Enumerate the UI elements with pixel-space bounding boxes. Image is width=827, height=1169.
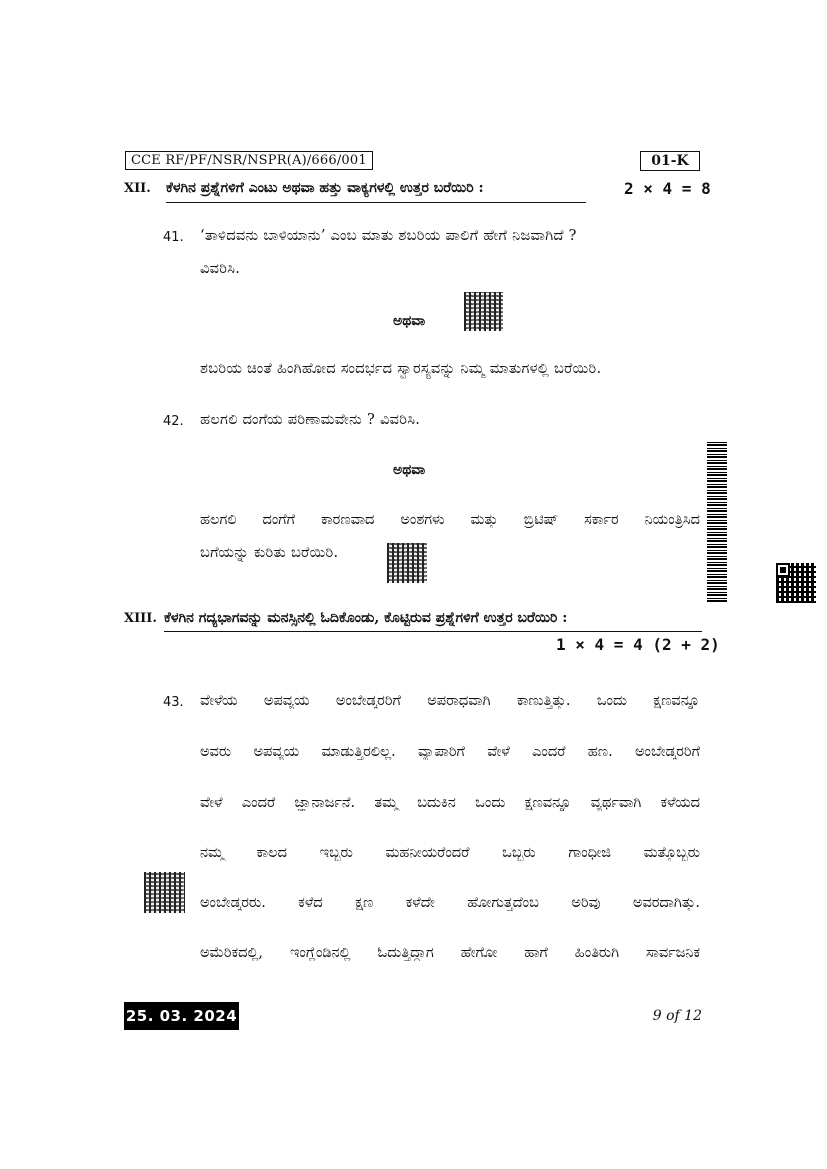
question-41-line-2: ವಿವರಿಸಿ. [200,261,241,277]
section-13-underline [164,631,702,632]
passage-line: ಅಂಬೇಡ್ಕರರು. ಕಳೆದ ಕ್ಷಣ ಕಳೆದೇ ಹೋಗುತ್ತದೆಂಬ ಅರಿವು ಅವರದಾಗಿತ್ತು. [200,895,700,911]
exam-date: 25. 03. 2024 [124,1002,239,1030]
scan-code-icon [144,872,185,913]
question-41-number: 41. [163,230,184,245]
qr-code-icon [776,563,816,603]
section-12-marks: 2 × 4 = 8 [624,179,711,198]
question-41-or-label: ಅಥವಾ [393,313,426,329]
question-42-alternative-line-1: ಹಲಗಲಿ ದಂಗೆಗೆ ಕಾರಣವಾದ ಅಂಶಗಳು ಮತ್ತು ಬ್ರಿಟಿಷ್ ಸರ್ಕಾರ ನಿಯಂತ್ರಿಸಿದ [200,512,700,528]
paper-code-badge: 01-K [640,151,700,171]
question-41-line-1: ‘ತಾಳಿದವನು ಬಾಳಿಯಾನು’ ಎಂಬ ಮಾತು ಶಬರಿಯ ಪಾಲಿಗೆ ಹೇಗೆ ನಿಜವಾಗಿದೆ ? [200,228,577,244]
section-13-number: XIII. [124,611,157,626]
question-41-alternative: ಶಬರಿಯ ಚಿಂತೆ ಹಿಂಗಿಹೋದ ಸಂದರ್ಭದ ಸ್ವಾರಸ್ಯವನ್ನು ನಿಮ್ಮ ಮಾತುಗಳಲ್ಲಿ ಬರೆಯಿರಿ. [200,361,602,377]
section-13-heading: ಕೆಳಗಿನ ಗದ್ಯಭಾಗವನ್ನು ಮನಸ್ಸಿನಲ್ಲಿ ಓದಿಕೊಂಡು, ಕೊಟ್ಟಿರುವ ಪ್ರಶ್ನೆಗಳಿಗೆ ಉತ್ತರ ಬರೆಯಿರಿ : [164,610,568,626]
section-13-marks: 1 × 4 = 4 (2 + 2) [556,635,720,654]
scan-code-icon [464,292,503,331]
barcode-icon [707,440,727,602]
question-42-or-label: ಅಥವಾ [393,462,426,478]
question-42-line-1: ಹಲಗಲಿ ದಂಗೆಯ ಪರಿಣಾಮವೇನು ? ವಿವರಿಸಿ. [200,412,421,428]
passage-line: ಅವರು ಅಪವ್ಯಯ ಮಾಡುತ್ತಿರಲಿಲ್ಲ. ವ್ಯಾಪಾರಿಗೆ ವೇಳೆ ಎಂದರೆ ಹಣ. ಅಂಬೇಡ್ಕರರಿಗೆ [200,744,700,760]
question-42-alternative-line-2: ಬಗೆಯನ್ನು ಕುರಿತು ಬರೆಯಿರಿ. [200,545,339,561]
passage-line: ವೇಳೆಯ ಅಪವ್ಯಯ ಅಂಬೇಡ್ಕರರಿಗೆ ಅಪರಾಧವಾಗಿ ಕಾಣುತ್ತಿತ್ತು. ಒಂದು ಕ್ಷಣವನ್ನೂ [200,693,700,709]
section-12-underline [166,202,586,203]
question-42-number: 42. [163,414,184,429]
passage-line: ವೇಳೆ ಎಂದರೆ ಜ್ಞಾನಾರ್ಜನೆ. ತಮ್ಮ ಬದುಕಿನ ಒಂದು ಕ್ಷಣವನ್ನೂ ವ್ಯರ್ಥವಾಗಿ ಕಳೆಯದ [200,795,700,811]
passage-line: ಅಮೆರಿಕದಲ್ಲಿ, ಇಂಗ್ಲೆಂಡಿನಲ್ಲಿ ಓದುತ್ತಿದ್ದಾಗ ಹೇಗೋ ಹಾಗೆ ಹಿಂತಿರುಗಿ ಸಾರ್ವಜನಿಕ [200,945,700,961]
section-12-number: XII. [124,181,151,196]
scan-code-icon [387,543,427,583]
question-paper-code: CCE RF/PF/NSR/NSPR(A)/666/001 [125,151,373,170]
page-number: 9 of 12 [652,1008,702,1024]
question-43-number: 43. [163,695,184,710]
passage-line: ನಮ್ಮ ಕಾಲದ ಇಬ್ಬರು ಮಹನೀಯರೆಂದರೆ ಒಬ್ಬರು ಗಾಂಧೀಜಿ ಮತ್ತೊಬ್ಬರು [200,845,700,861]
section-12-heading: ಕೆಳಗಿನ ಪ್ರಶ್ನೆಗಳಿಗೆ ಎಂಟು ಅಥವಾ ಹತ್ತು ವಾಕ್ಯಗಳಲ್ಲಿ ಉತ್ತರ ಬರೆಯಿರಿ : [166,180,484,196]
